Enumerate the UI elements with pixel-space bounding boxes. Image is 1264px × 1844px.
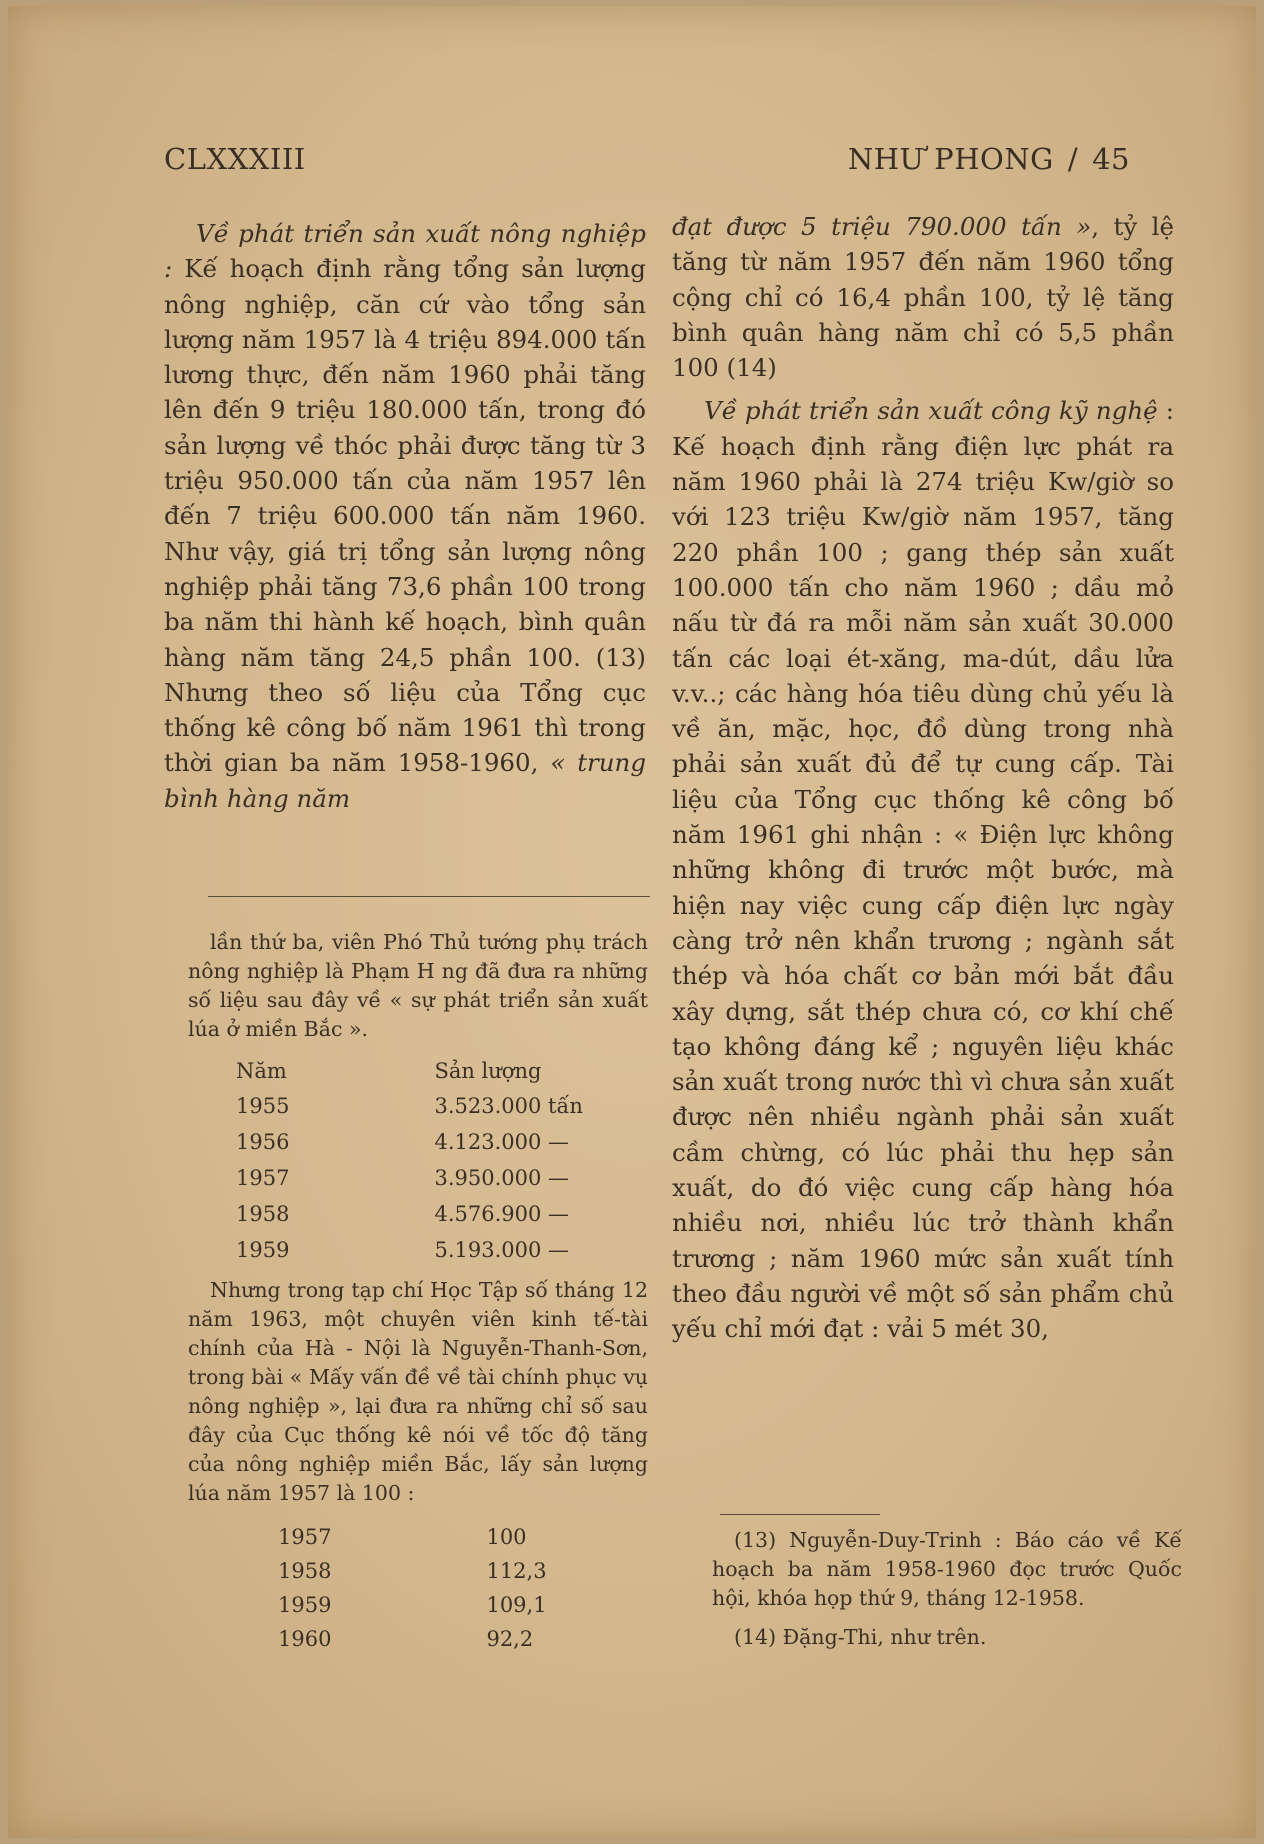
table-cell-output: 5.193.000 — bbox=[434, 1237, 570, 1262]
industry-paragraph bbox=[672, 393, 1174, 1346]
agriculture-heading: Về phát triển sản xuất nông nghiệp : bbox=[164, 219, 646, 284]
right-column bbox=[672, 209, 1174, 1347]
agriculture-text: Kế hoạch định rằng tổng sản lượng nông nghiệp, căn cứ vào tổng sản lượng năm 1957 là 4 triệu 894.000 tấn lương thực, đến năm 1960 phải tăng lên đến 9 triệu 180.000 tấn, trong đó sản lượng về thóc phải được tăng từ 3 triệu 950.000 tấn của năm 1957 lên đến 7 triệu 600.000 tấn năm 1960. Như vậy, giá trị tổng sản lượng nông nghiệp phải tăng 73,6 phần 100 trong ba năm thi hành kế hoạch, bình quân hàng năm tăng 24,5 phần 100. (13) Nhưng theo số liệu của Tổng cục thống kê công bố năm 1961 thì trong thời gian ba năm 1958-1960, bbox=[164, 254, 646, 778]
table-cell-year: 1958 bbox=[278, 1558, 332, 1583]
rice-production-table bbox=[236, 1054, 583, 1268]
running-header-right bbox=[834, 142, 1130, 176]
running-header-left: CLXXXIII bbox=[164, 142, 306, 176]
table-row bbox=[278, 1520, 547, 1554]
table-row bbox=[236, 1160, 583, 1196]
table-row bbox=[278, 1554, 547, 1588]
table-cell-output: 4.576.900 — bbox=[434, 1201, 570, 1226]
footnote-14: (14) Đặng-Thi, như trên. bbox=[734, 1625, 987, 1649]
footnote-divider-left bbox=[208, 896, 650, 897]
table-cell-index: 92,2 bbox=[486, 1626, 534, 1651]
running-header-separator: / bbox=[1067, 142, 1079, 176]
table-row bbox=[236, 1232, 583, 1268]
table-cell-index: 100 bbox=[486, 1524, 527, 1549]
left-column bbox=[164, 216, 646, 816]
table-cell-index: 112,3 bbox=[486, 1558, 547, 1583]
table-header-row bbox=[236, 1054, 583, 1088]
footnote-left bbox=[188, 928, 648, 1656]
left-paragraph bbox=[164, 216, 646, 816]
table-cell-year: 1955 bbox=[236, 1093, 290, 1118]
table-cell-year: 1958 bbox=[236, 1201, 290, 1226]
industry-text: : Kế hoạch định rằng điện lực phát ra năm 1960 phải là 274 triệu Kw/giờ so với 123 triệu Kw/giờ năm 1957, tăng 220 phần 100 ; gang thép sản xuất 100.000 tấn cho năm 1960 ; dầu mỏ nấu từ đá ra mỗi năm sản xuất 30.000 tấn các loại ét-xăng, ma-dút, dầu lửa v.v..; các hàng hóa tiêu dùng chủ yếu là về ăn, mặc, học, đồ dùng trong nhà phải sản xuất đủ để tự cung cấp. Tài liệu của Tổng cục thống kê công bố năm 1961 ghi nhận : « Điện lực không những không đi trước một bước, mà hiện nay việc cung cấp điện lực ngày càng trở nên khẩn trương ; ngành sắt thép và hóa chất cơ bản mới bắt đầu xây dựng, sắt thép chưa có, cơ khí chế tạo không đáng kể ; nguyên liệu khác sản xuất trong nước thì vì chưa sản xuất được nên nhiều ngành phải sản xuất cầm chừng, có lúc phải thu hẹp sản xuất, do đó việc cung cấp hàng hóa nhiều nơi, nhiều lúc trở thành khẩn trương ; năm 1960 mức sản xuất tính theo đầu người về một số sản phẩm chủ yếu chỉ mới đạt : vải 5 mét 30, bbox=[672, 396, 1174, 1344]
industry-heading: Về phát triển sản xuất công kỹ nghệ bbox=[704, 396, 1158, 426]
table-cell-year: 1956 bbox=[236, 1129, 290, 1154]
table-header-output: Sản lượng bbox=[434, 1058, 542, 1083]
agriculture-quote-start: « trung bình hàng năm bbox=[164, 748, 647, 813]
table-cell-output: 3.950.000 — bbox=[434, 1165, 570, 1190]
table-cell-year: 1959 bbox=[236, 1237, 290, 1262]
table-row bbox=[236, 1124, 583, 1160]
table-row bbox=[278, 1588, 547, 1622]
footnote-left-para1: lần thứ ba, viên Phó Thủ tướng phụ trách nông nghiệp là Phạm H ng đã đưa ra những số liệu sau đây về « sự phát triển sản xuất lúa ở miền Bắc ». bbox=[188, 930, 648, 1041]
table-cell-year: 1957 bbox=[278, 1524, 332, 1549]
footnote-left-para2: Nhưng trong tạp chí Học Tập số tháng 12 năm 1963, một chuyên viên kinh tế-tài chính của Hà - Nội là Nguyễn-Thanh-Sơn, trong bài « Mấy vấn đề về tài chính phục vụ nông nghiệp », lại đưa ra những chỉ số sau đây của Cục thống kê nói về tốc độ tăng của nông nghiệp miền Bắc, lấy sản lượng lúa năm 1957 là 100 : bbox=[188, 1278, 648, 1505]
table-row bbox=[236, 1196, 583, 1232]
continued-quote: đạt được 5 triệu 790.000 tấn » bbox=[672, 212, 1092, 241]
table-cell-year: 1959 bbox=[278, 1592, 332, 1617]
continued-text: , tỷ lệ tăng từ năm 1957 đến năm 1960 tổng cộng chỉ có 16,4 phần 100, tỷ lệ tăng bình quân hàng năm chỉ có 5,5 phần 100 (14) bbox=[672, 212, 1175, 383]
table-cell-year: 1957 bbox=[236, 1165, 290, 1190]
table-cell-year: 1960 bbox=[278, 1626, 332, 1651]
table-cell-index: 109,1 bbox=[486, 1592, 547, 1617]
footnote-divider-right bbox=[720, 1514, 880, 1515]
page-number: 45 bbox=[1092, 142, 1130, 176]
table-row bbox=[278, 1622, 547, 1656]
footnote-right bbox=[712, 1526, 1182, 1652]
page bbox=[8, 6, 1256, 1838]
footnote-13: (13) Nguyễn-Duy-Trinh : Báo cáo về Kế hoạch ba năm 1958-1960 đọc trước Quốc hội, khóa họp thứ 9, tháng 12-1958. bbox=[712, 1528, 1182, 1610]
right-continued-paragraph bbox=[672, 209, 1174, 385]
table-cell-output: 4.123.000 — bbox=[434, 1129, 570, 1154]
table-cell-output: 3.523.000 tấn bbox=[434, 1093, 583, 1118]
table-header-year: Năm bbox=[236, 1058, 287, 1083]
running-header-author: NHƯ PHONG bbox=[847, 142, 1054, 176]
table-row bbox=[236, 1088, 583, 1124]
growth-index-table bbox=[278, 1520, 547, 1656]
